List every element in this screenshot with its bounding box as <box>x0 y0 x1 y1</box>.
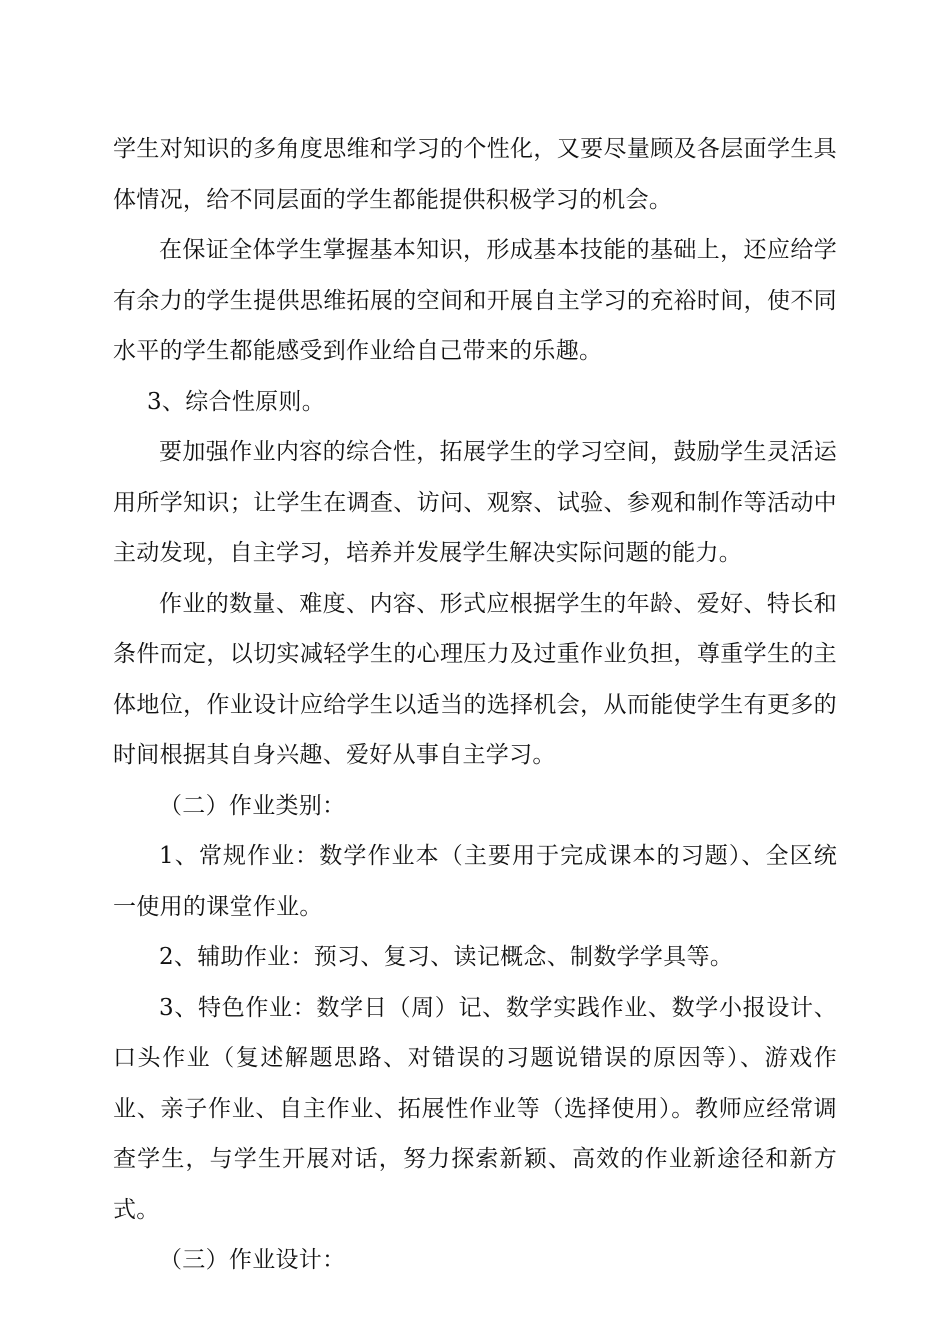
heading-homework-design: （三）作业设计： <box>159 1247 346 1273</box>
section-item-comprehensive-principle: 3、综合性原则。 <box>147 388 326 415</box>
paragraph-continuation: 学生对知识的多角度思维和学习的个性化，又要尽量顾及各层面学生具体情况，给不同层面的学生都能提供积极学习的机会。 <box>113 136 837 213</box>
paragraph-homework-quantity: 作业的数量、难度、内容、形式应根据学生的年龄、爱好、特长和条件而定，以切实减轻学生的心理压力及过重作业负担，尊重学生的主体地位，作业设计应给学生以适当的选择机会，从而能使学生有更多的时间根据其自身兴趣、爱好从事自主学习。 <box>113 590 837 768</box>
list-item-regular-homework: 1、常规作业：数学作业本（主要用于完成课本的习题）、全区统一使用的课堂作业。 <box>113 843 837 920</box>
paragraph-comprehensive-content: 要加强作业内容的综合性，拓展学生的学习空间，鼓励学生灵活运用所学知识；让学生在调查、访问、观察、试验、参观和制作等活动中主动发现，自主学习，培养并发展学生解决实际问题的能力。 <box>113 439 837 566</box>
list-item-auxiliary-homework: 2、辅助作业：预习、复习、读记概念、制数学学具等。 <box>159 944 734 970</box>
paragraph-basic-skills: 在保证全体学生掌握基本知识，形成基本技能的基础上，还应给学有余力的学生提供思维拓展的空间和开展自主学习的充裕时间，使不同水平的学生都能感受到作业给自己带来的乐趣。 <box>113 237 837 364</box>
document-body <box>113 124 837 1286</box>
list-item-special-homework: 3、特色作业：数学日（周）记、数学实践作业、数学小报设计、口头作业（复述解题思路、对错误的习题说错误的原因等）、游戏作业、亲子作业、自主作业、拓展性作业等（选择使用）。教师应经常调查学生，与学生开展对话，努力探索新颖、高效的作业新途径和新方式。 <box>113 994 837 1223</box>
heading-homework-categories: （二）作业类别： <box>159 792 346 819</box>
